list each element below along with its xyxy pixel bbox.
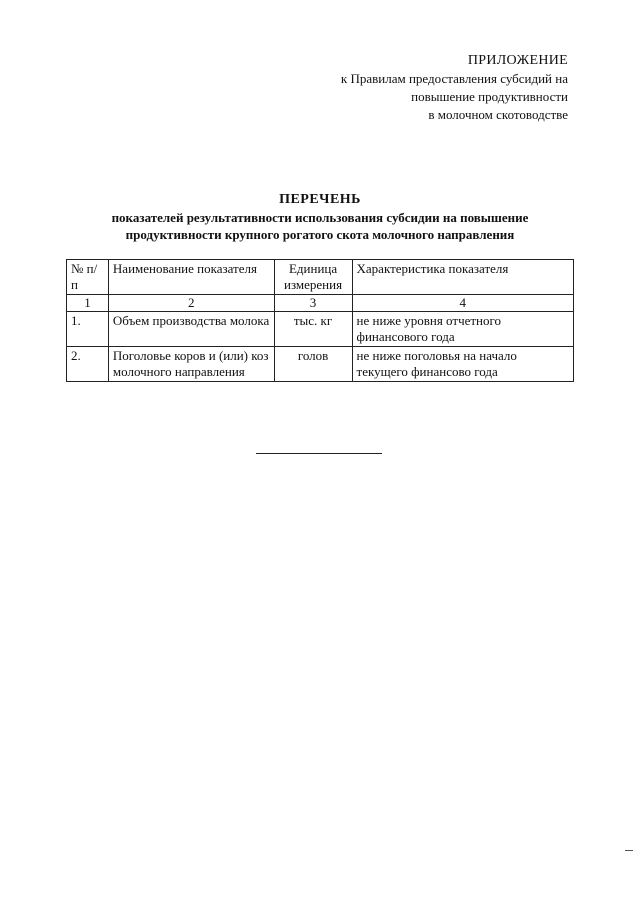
scan-edge-mark — [625, 850, 633, 851]
row-unit: тыс. кг — [274, 312, 352, 347]
row-name: Поголовье коров и (или) коз молочного направления — [108, 347, 274, 382]
document-subtitle-line-2: продуктивности крупного рогатого скота молочного направления — [125, 227, 515, 242]
document-title-block — [0, 191, 640, 243]
row-name: Объем производства молока — [108, 312, 274, 347]
appendix-line-2: повышение продуктивности — [411, 89, 568, 104]
row-characteristic: не ниже уровня отчетного финансового года — [352, 312, 573, 347]
appendix-line-1: к Правилам предоставления субсидий на — [340, 71, 568, 86]
table-row — [67, 312, 574, 347]
row-num: 1. — [67, 312, 109, 347]
document-subtitle-line-1: показателей результативности использования субсидии на повышение — [111, 210, 529, 225]
appendix-block — [341, 52, 568, 124]
appendix-heading: ПРИЛОЖЕНИЕ — [467, 53, 568, 68]
table-row — [67, 347, 574, 382]
indicators-table — [66, 259, 574, 382]
row-characteristic: не ниже поголовья на начало текущего финансово года — [352, 347, 573, 382]
header-num: № п/п — [67, 260, 109, 295]
row-unit: голов — [274, 347, 352, 382]
table-header-row — [67, 260, 574, 295]
document-title: ПЕРЕЧЕНЬ — [279, 192, 361, 207]
header-characteristic: Характеристика показателя — [352, 260, 573, 295]
row-num: 2. — [67, 347, 109, 382]
column-number: 3 — [274, 295, 352, 312]
column-number-row — [67, 295, 574, 312]
closing-divider — [256, 453, 382, 454]
column-number: 1 — [67, 295, 109, 312]
column-number: 4 — [352, 295, 573, 312]
header-unit: Единица измерения — [274, 260, 352, 295]
appendix-line-3: в молочном скотоводстве — [428, 107, 568, 122]
column-number: 2 — [108, 295, 274, 312]
header-name: Наименование показателя — [108, 260, 274, 295]
